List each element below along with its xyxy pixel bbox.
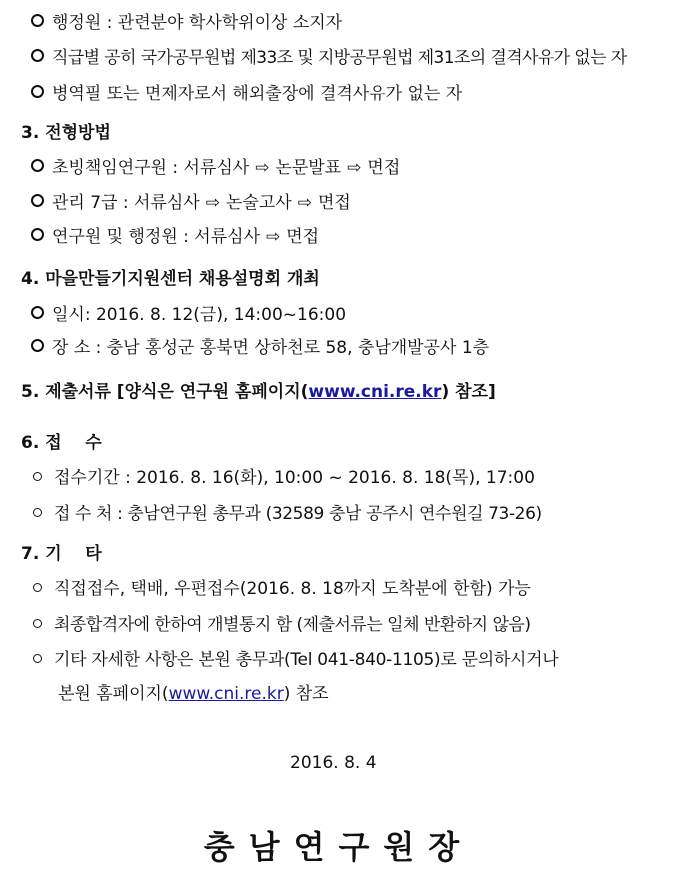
item-text: 직급별 공히 국가공무원법 제33조 및 지방공무원법 제31조의 결격사유가 없는 자 <box>52 48 627 68</box>
list-item <box>31 157 400 179</box>
item-text: 병역필 또는 면제자로서 해외출장에 결격사유가 없는 자 <box>52 84 463 104</box>
document-date: 2016. 8. 4 <box>290 753 377 773</box>
item-text: 일시: 2016. 8. 12(금), 14:00~16:00 <box>52 305 347 325</box>
list-item <box>33 649 558 671</box>
item-text: 접 수 처 : 충남연구원 총무과 (32589 충남 공주시 연수원길 73-26) <box>54 504 542 524</box>
continuation-prefix: 본원 홈페이지( <box>58 684 169 704</box>
step: 서류심사 <box>134 193 200 213</box>
step: 면접 <box>367 158 401 178</box>
step: 서류심사 <box>194 227 260 247</box>
list-item <box>33 503 542 525</box>
item-text: 기타 자세한 사항은 본원 총무과(Tel 041-840-1105)로 문의하시거나 <box>54 650 559 670</box>
circle-bullet-icon <box>31 85 44 98</box>
circle-bullet-icon <box>33 472 42 481</box>
circle-bullet-icon <box>31 228 44 241</box>
arrow-right-icon: ⇨ <box>205 193 220 213</box>
homepage-link[interactable]: www.cni.re.kr <box>308 382 442 402</box>
step: 논문발표 <box>275 158 342 178</box>
list-item <box>31 47 627 69</box>
heading-prefix: 5. 제출서류 [양식은 연구원 홈페이지( <box>21 382 309 402</box>
list-item <box>31 12 342 34</box>
item-text: 장 소 : 충남 홍성군 홍북면 상하천로 58, 충남개발공사 1층 <box>52 338 490 358</box>
step: 논술고사 <box>225 193 292 213</box>
item-label: 관리 7급 : <box>52 193 135 213</box>
list-item-continuation <box>58 683 329 705</box>
section-heading: 3. 전형방법 <box>21 123 111 143</box>
circle-bullet-icon <box>33 654 42 663</box>
item-text: 접수기간 : 2016. 8. 16(화), 10:00 ~ 2016. 8. 18(목), 17:00 <box>54 468 535 488</box>
item-text: 최종합격자에 한하여 개별통지 함 (제출서류는 일체 반환하지 않음) <box>54 615 531 635</box>
step: 면접 <box>286 227 320 247</box>
item-text: 행정원 : 관련분야 학사학위이상 소지자 <box>52 13 343 33</box>
circle-bullet-icon <box>33 583 42 592</box>
section-heading <box>21 381 496 403</box>
list-item <box>31 83 462 105</box>
item-label: 연구원 및 행정원 : <box>52 227 195 247</box>
step: 서류심사 <box>183 158 250 178</box>
arrow-right-icon: ⇨ <box>297 193 312 213</box>
circle-bullet-icon <box>31 159 44 172</box>
arrow-right-icon: ⇨ <box>266 227 281 247</box>
list-item <box>31 304 346 326</box>
list-item <box>31 226 319 248</box>
circle-bullet-icon <box>31 49 44 62</box>
issuer-signature: 충남연구원장 <box>203 828 474 866</box>
heading-suffix: ) 참조] <box>441 382 496 402</box>
list-item <box>31 192 351 214</box>
circle-bullet-icon <box>33 508 42 517</box>
circle-bullet-icon <box>31 14 44 27</box>
item-label: 초빙책임연구원 : <box>52 158 184 178</box>
section-heading: 7. 기 타 <box>21 544 102 564</box>
list-item <box>33 467 535 489</box>
list-item <box>31 337 489 359</box>
circle-bullet-icon <box>31 194 44 207</box>
continuation-suffix: ) 참조 <box>283 684 329 704</box>
step: 면접 <box>317 193 351 213</box>
section-heading: 4. 마을만들기지원센터 채용설명회 개최 <box>21 269 320 289</box>
arrow-right-icon: ⇨ <box>255 158 270 178</box>
circle-bullet-icon <box>33 619 42 628</box>
homepage-link[interactable]: www.cni.re.kr <box>168 684 284 704</box>
list-item <box>33 614 531 636</box>
arrow-right-icon: ⇨ <box>347 158 362 178</box>
section-heading: 6. 접 수 <box>21 433 102 453</box>
circle-bullet-icon <box>31 339 44 352</box>
item-text: 직접접수, 택배, 우편접수(2016. 8. 18까지 도착분에 한함) 가능 <box>54 579 531 599</box>
circle-bullet-icon <box>31 306 44 319</box>
list-item <box>33 578 531 600</box>
